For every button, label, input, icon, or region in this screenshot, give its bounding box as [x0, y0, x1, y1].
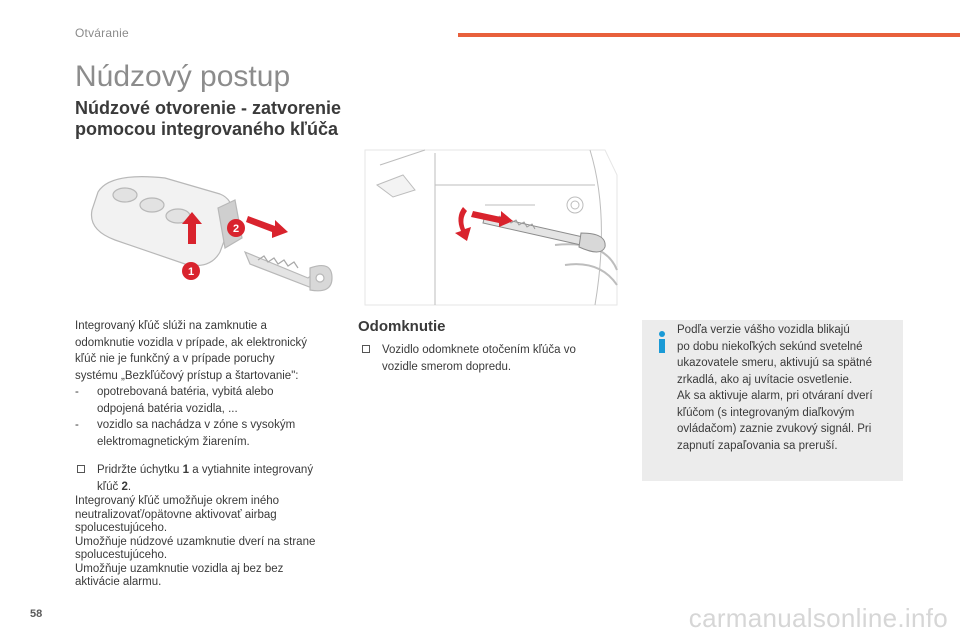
- page-number: 58: [30, 608, 43, 620]
- unlock-heading: Odomknutie: [358, 318, 446, 335]
- info-line: ovládačom) zaznie zvukový signál. Pri: [677, 423, 872, 435]
- info-line: ukazovatele smeru, aktivujú sa spätné: [677, 357, 872, 369]
- note-line: Umožňuje núdzové uzamknutie dverí na strane: [75, 535, 316, 548]
- key-fob-illustration: [70, 160, 350, 300]
- step-line-2: kľúč 2.: [97, 480, 132, 493]
- unlock-line: Vozidlo odomknete otočením kľúča vo: [382, 344, 576, 356]
- intro-line: systému „Bezkľúčový prístup a štartovanie":: [75, 369, 299, 382]
- note-line: aktivácie alarmu.: [75, 576, 162, 588]
- info-line: Ak sa aktivuje alarm, pri otváraní dverí: [677, 390, 873, 402]
- bullet-line: vozidlo sa nachádza v zóne s vysokým: [97, 419, 296, 431]
- bullet-line: odpojená batéria vozidla, ...: [97, 402, 238, 415]
- info-note-text: [677, 322, 897, 454]
- note-line: spolucestujúceho.: [75, 549, 168, 561]
- info-line: po dobu niekoľkých sekúnd svetelné: [677, 340, 863, 353]
- note-line: spolucestujúceho.: [75, 522, 168, 534]
- callout-1-label: 1: [187, 266, 195, 278]
- note-line: Umožňuje uzamknutie vozidla aj bez bez: [75, 562, 284, 575]
- section-header: Otváranie: [75, 26, 129, 40]
- instruction-step: [75, 462, 340, 495]
- bullet-line: elektromagnetickým žiarením.: [97, 435, 250, 448]
- subtitle-line-2: pomocou integrovaného kľúča: [75, 119, 338, 139]
- step-line-1: Pridržte úchytku 1 a vytiahnite integrovaný: [97, 464, 314, 476]
- info-line: zapnutí zapaľovania sa preruší.: [677, 439, 838, 452]
- key-usage-notes: [75, 495, 340, 590]
- page-title: Núdzový postup: [75, 60, 291, 93]
- bullet-item: [75, 417, 340, 450]
- section-subtitle: [75, 98, 355, 140]
- unlock-line: vozidle smerom dopredu.: [382, 360, 512, 373]
- note-line: neutralizovať/opätovne aktivovať airbag: [75, 508, 277, 521]
- left-column-text: [75, 318, 340, 590]
- car-door-illustration: [355, 145, 620, 310]
- bullet-dash: -: [75, 386, 79, 398]
- watermark: carmanualsonline.info: [688, 603, 948, 633]
- info-icon: [652, 330, 672, 354]
- unlock-instruction: [360, 342, 610, 375]
- note-line: Integrovaný kľúč umožňuje okrem iného: [75, 495, 280, 507]
- checkbox-square-icon: [362, 345, 370, 353]
- info-line: kľúčom (s integrovaným diaľkovým: [677, 406, 855, 419]
- step-ref-2: 2: [121, 480, 128, 493]
- header-accent-rule: [458, 33, 960, 37]
- bullet-line: opotrebovaná batéria, vybitá alebo: [97, 386, 274, 398]
- info-line: Podľa verzie vášho vozidla blikajú: [677, 324, 850, 336]
- subtitle-line-1: Núdzové otvorenie - zatvorenie: [75, 98, 342, 118]
- bullet-item: [75, 384, 340, 417]
- checkbox-square-icon: [77, 465, 85, 473]
- info-note-box: [642, 320, 903, 481]
- bullet-dash: -: [75, 419, 79, 431]
- step-ref-1: 1: [182, 464, 190, 476]
- intro-line: odomknutie vozidla v prípade, ak elektronický: [75, 336, 308, 349]
- callout-2-label: 2: [232, 223, 240, 235]
- intro-line: Integrovaný kľúč slúži na zamknutie a: [75, 320, 267, 332]
- intro-line: kľúč nie je funkčný a v prípade poruchy: [75, 353, 275, 365]
- info-line: zrkadlá, ako aj uvítacie osvetlenie.: [677, 373, 853, 386]
